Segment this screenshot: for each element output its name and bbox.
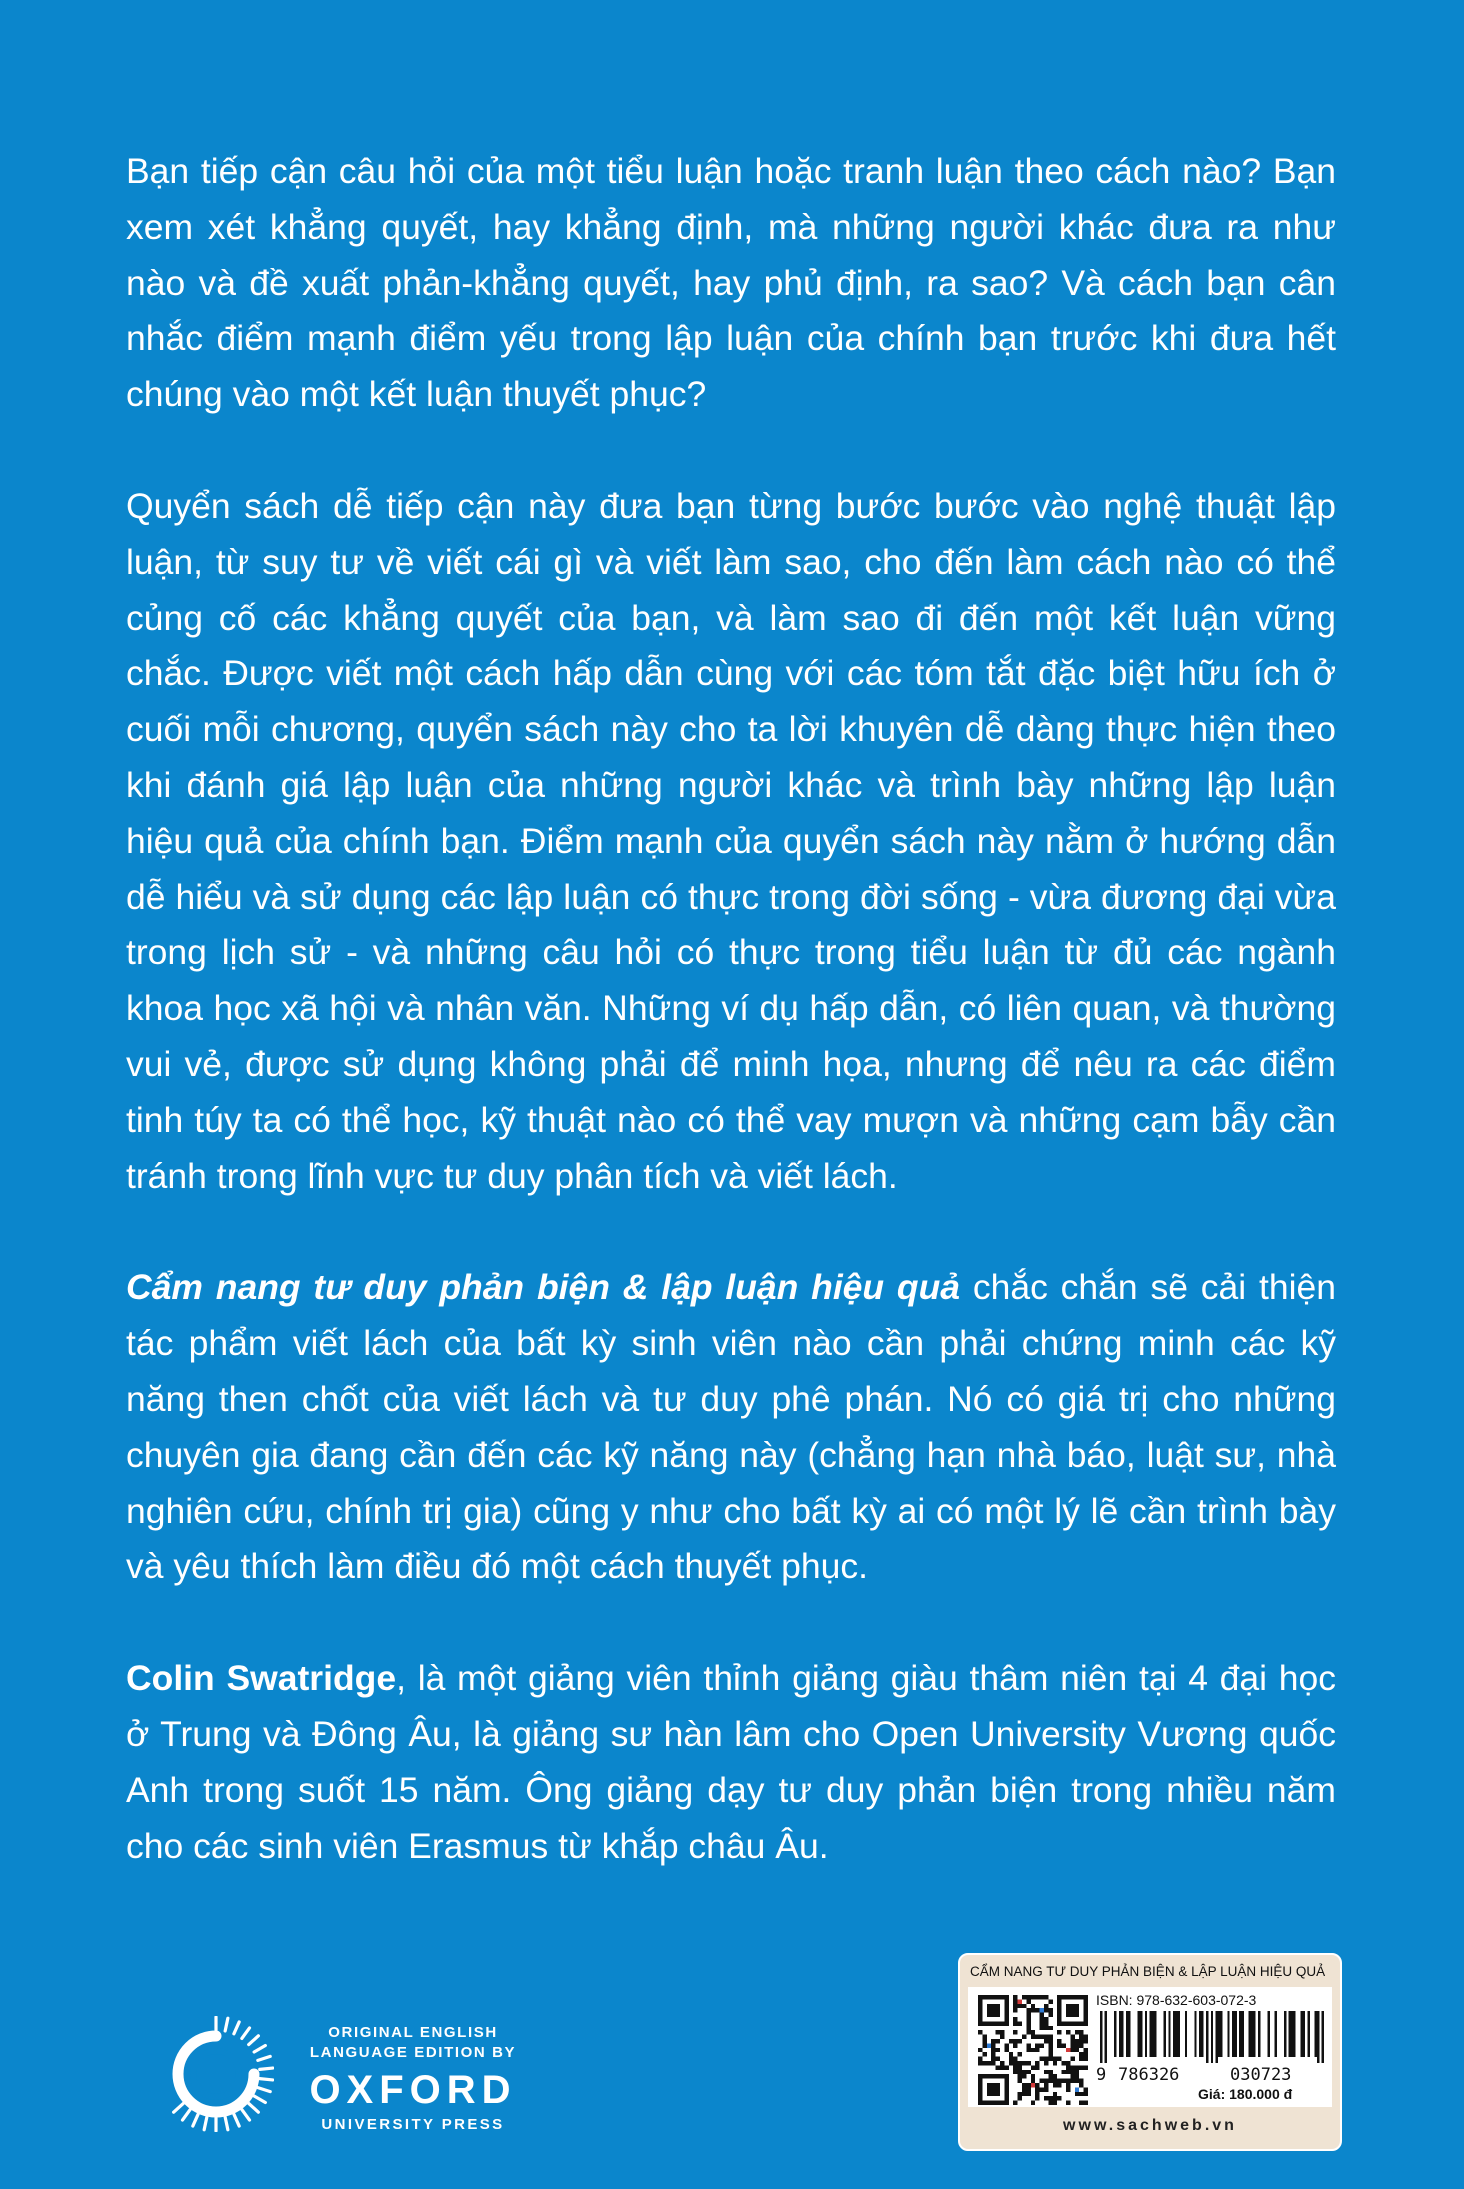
logo-ray	[260, 2068, 273, 2069]
author-name: Colin Swatridge	[126, 1658, 397, 1699]
logo-ray	[174, 2103, 184, 2112]
barcode-bar	[1168, 2011, 1170, 2057]
barcode-bar	[1291, 2011, 1293, 2057]
logo-ray	[234, 2022, 239, 2034]
logo-ray	[249, 2036, 259, 2045]
logo-ray	[225, 2117, 228, 2130]
barcode-bar	[1307, 2011, 1309, 2057]
logo-ray	[234, 2114, 239, 2126]
logo-ray	[242, 2110, 250, 2121]
barcode-bar	[1100, 2011, 1102, 2063]
barcode-bar	[1253, 2011, 1255, 2057]
logo-ray	[183, 2110, 191, 2121]
logo-ray	[258, 2056, 270, 2060]
barcode-bar	[1249, 2011, 1251, 2057]
barcode-bar	[1119, 2011, 1121, 2057]
logo-ray	[254, 2046, 265, 2053]
barcode-bar	[1150, 2011, 1152, 2057]
intro-paragraph: Bạn tiếp cận câu hỏi của một tiểu luận hoặc tranh luận theo cách nào? Bạn xem xét khẳng quyết, hay khẳng định, mà những người khác đưa ra như nào và đề xuất phản-khẳng quyết, hay phủ định, ra sao? Và cách bạn cân nhắc điểm mạnh điểm yếu trong lập luận của chính bạn trước khi đưa hết chúng vào một kết luận thuyết phục?	[126, 151, 1336, 415]
barcode-bar	[1152, 2011, 1154, 2057]
barcode-bar	[1315, 2011, 1317, 2057]
logo-ray	[225, 2018, 228, 2031]
barcode-bar	[1232, 2011, 1234, 2057]
qr-code-icon	[978, 1995, 1088, 2105]
logo-ray	[204, 2117, 207, 2130]
logo-ray	[258, 2088, 270, 2092]
barcode-bar	[1154, 2011, 1156, 2057]
benefit-paragraph	[126, 1260, 1336, 1595]
edition-line-2: LANGUAGE EDITION BY	[309, 2044, 517, 2061]
edition-line-1: ORIGINAL ENGLISH	[328, 2024, 498, 2041]
barcode-bar	[1274, 2011, 1276, 2057]
website-link[interactable]: www.sachweb.vn	[1063, 2117, 1237, 2134]
barcode-bar	[1126, 2011, 1128, 2057]
barcode-bar	[1317, 2011, 1319, 2063]
barcode-bar	[1175, 2011, 1177, 2057]
author-bio: , là một giảng viên thỉnh giảng giàu thâm niên tại 4 đại học ở Trung và Đông Âu, là giảng sư hàn lâm cho Open University Vương quốc Anh trong suốt 15 năm. Ông giảng dạy tư duy phản biện trong nhiều năm cho các sinh viên Erasmus từ khắp châu Âu.	[126, 1658, 1336, 1866]
book-title-inline: Cẩm nang tư duy phản biện & lập luận hiệu quả	[126, 1267, 961, 1308]
barcode-bar	[1220, 2011, 1222, 2057]
barcode-bar	[1199, 2011, 1201, 2057]
barcode-bar	[1185, 2011, 1187, 2057]
logo-ray	[260, 2079, 273, 2080]
barcode-card-title: CẨM NANG TƯ DUY PHẢN BIỆN & LẬP LUẬN HIỆU QUẢ	[970, 1964, 1326, 1979]
barcode-bar	[1300, 2011, 1302, 2057]
barcode-bar	[1289, 2011, 1291, 2057]
barcode-bar	[1201, 2011, 1203, 2057]
barcode-group-2: 030723	[1230, 2065, 1292, 2085]
barcode-card	[958, 1953, 1342, 2151]
publisher-logo	[158, 2016, 538, 2136]
barcode-bar	[1251, 2011, 1253, 2057]
barcode-bar	[1267, 2011, 1269, 2057]
barcode-bar	[1173, 2011, 1175, 2057]
isbn-label: ISBN: 978-632-603-072-3	[1096, 1992, 1257, 2008]
barcode-bar	[1218, 2011, 1220, 2057]
logo-ray	[249, 2103, 259, 2112]
barcode-bar	[1105, 2011, 1107, 2063]
barcode-bar	[1284, 2011, 1286, 2057]
author-paragraph	[126, 1651, 1336, 1874]
oxford-circle-logo-icon	[158, 2016, 274, 2132]
barcode-bar	[1138, 2011, 1140, 2057]
barcode-bar	[1216, 2011, 1218, 2063]
barcode-bar	[1322, 2011, 1324, 2063]
barcode-bar	[1227, 2011, 1229, 2057]
back-cover-text	[126, 144, 1336, 1930]
barcode-bar	[1164, 2011, 1166, 2057]
price-label: Giá: 180.000 đ	[1198, 2086, 1293, 2102]
barcode-bar	[1206, 2011, 1208, 2063]
description-paragraph: Quyển sách dễ tiếp cận này đưa bạn từng bước bước vào nghệ thuật lập luận, từ suy tư về viết cái gì và viết làm sao, cho đến làm cách nào có thể củng cố các khẳng quyết của bạn, và làm sao đi đến một kết luận vững chắc. Được viết một cách hấp dẫn cùng với các tóm tắt đặc biệt hữu ích ở cuối mỗi chương, quyển sách này cho ta lời khuyên dễ dàng thực hiện theo khi đánh giá lập luận của những người khác và trình bày những lập luận hiệu quả của chính bạn. Điểm mạnh của quyển sách này nằm ở hướng dẫn dễ hiểu và sử dụng các lập luận có thực trong đời sống - vừa đương đại vừa trong lịch sử - và những câu hỏi có thực trong tiểu luận từ đủ các ngành khoa học xã hội và nhân văn. Những ví dụ hấp dẫn, có liên quan, và thường vui vẻ, được sử dụng không phải để minh họa, nhưng để nêu ra các điểm tinh túy ta có thể học, kỹ thuật nào có thể vay mượn và những cạm bẫy cần tránh trong lĩnh vực tư duy phân tích và viết lách.	[126, 485, 1336, 1196]
edition-label	[290, 2023, 536, 2063]
ean-barcode	[1100, 2011, 1324, 2063]
university-press-label: UNIVERSITY PRESS	[321, 2116, 505, 2133]
barcode-bar	[1128, 2011, 1130, 2057]
barcode-bar	[1258, 2011, 1260, 2057]
barcode-bar	[1194, 2011, 1196, 2057]
barcode-bar	[1211, 2011, 1213, 2063]
barcode-bar	[1145, 2011, 1147, 2057]
barcode-bar	[1121, 2011, 1123, 2057]
benefit-text: chắc chắn sẽ cải thiện tác phẩm viết lách của bất kỳ sinh viên nào cần phải chứng minh các kỹ năng then chốt của viết lách và tư duy phê phán. Nó có giá trị cho những chuyên gia đang cần đến các kỹ năng này (chẳng hạn nhà báo, luật sư, nhà nghiên cứu, chính trị gia) cũng y như cho bất kỳ ai có một lý lẽ cần trình bày và yêu thích làm điều đó một cách thuyết phục.	[126, 1267, 1336, 1587]
barcode-bar	[1303, 2011, 1305, 2057]
barcode-bar	[1140, 2011, 1142, 2057]
logo-ray	[242, 2028, 250, 2039]
barcode-bar	[1234, 2011, 1236, 2057]
barcode-card-inner	[968, 1987, 1332, 2107]
logo-ray	[254, 2096, 265, 2103]
barcode-bar	[1293, 2011, 1295, 2057]
barcode-bar	[1178, 2011, 1180, 2057]
barcode-first-digit: 9	[1096, 2065, 1107, 2085]
barcode-bar	[1241, 2011, 1243, 2057]
logo-ray	[193, 2114, 198, 2126]
barcode-bar	[1114, 2011, 1116, 2057]
oxford-wordmark: OXFORD	[309, 2068, 517, 2112]
barcode-group-1: 786326	[1118, 2065, 1180, 2085]
barcode-bar	[1239, 2011, 1241, 2057]
